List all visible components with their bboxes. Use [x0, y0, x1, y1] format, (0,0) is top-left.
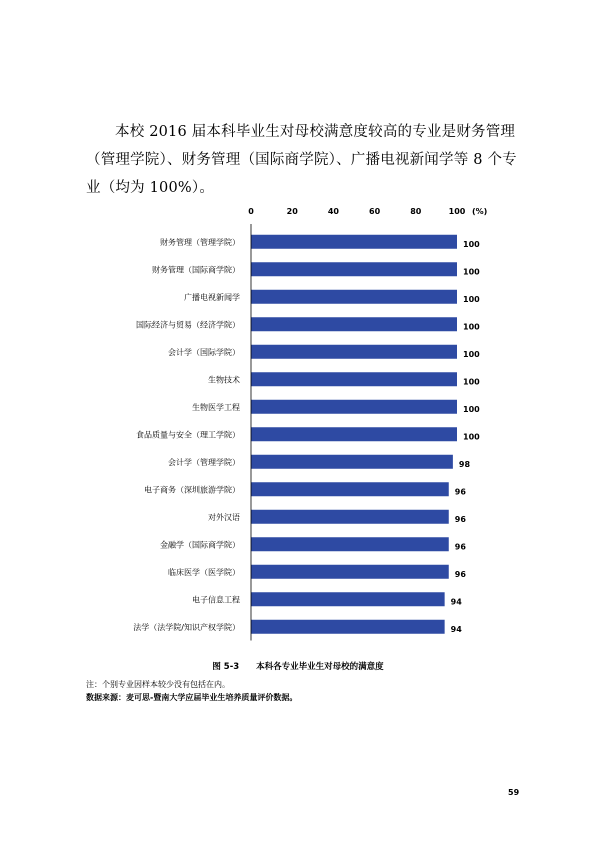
- category-label: 食品质量与安全（理工学院）: [136, 430, 240, 440]
- value-label: 96: [454, 569, 466, 579]
- bar: [251, 510, 449, 524]
- category-label: 会计学（国际学院）: [168, 347, 240, 357]
- category-label: 电子信息工程: [192, 595, 240, 605]
- chart-note: 注：个别专业因样本较少没有包括在内。: [86, 680, 230, 689]
- bar: [251, 317, 457, 331]
- value-label: 98: [458, 459, 471, 469]
- x-tick-label: 60: [369, 207, 381, 216]
- value-label: 100: [463, 239, 480, 249]
- category-label: 生物医学工程: [192, 402, 240, 412]
- bars: [251, 235, 457, 634]
- satisfaction-bar-chart: [0, 200, 596, 650]
- bar: [251, 455, 453, 469]
- data-source: 数据来源：麦可思-暨南大学应届毕业生培养质量评价数据。: [86, 693, 298, 702]
- bar: [251, 427, 457, 441]
- figure-caption: 图 5-3 本科各专业毕业生对母校的满意度: [212, 662, 384, 672]
- value-label: 100: [463, 349, 480, 359]
- bar: [251, 537, 449, 551]
- value-label: 96: [454, 514, 466, 524]
- category-label: 财务管理（国际商学院）: [152, 265, 240, 275]
- bar: [251, 290, 457, 304]
- x-axis-unit-label: (%): [472, 207, 488, 216]
- bar: [251, 345, 457, 359]
- category-label: 生物技术: [208, 375, 240, 385]
- x-tick-label: 20: [286, 207, 298, 216]
- category-label: 临床医学（医学院）: [168, 567, 240, 577]
- bar: [251, 235, 457, 249]
- category-label: 金融学（国际商学院）: [160, 540, 240, 550]
- category-label: 广播电视新闻学: [184, 292, 240, 302]
- x-axis-ticks: [248, 207, 466, 216]
- value-label: 100: [463, 322, 480, 332]
- category-labels: [133, 237, 240, 632]
- bar: [251, 592, 445, 606]
- value-label: 100: [463, 432, 480, 442]
- bar: [251, 620, 445, 634]
- page-number: 59: [508, 788, 520, 797]
- value-label: 100: [463, 267, 480, 277]
- value-label: 100: [463, 377, 480, 387]
- value-label: 96: [454, 542, 466, 552]
- intro-paragraph: 本校 2016 届本科毕业生对母校满意度较高的专业是财务管理（管理学院）、财务管理（国际商学院）、广播电视新闻学等 8 个专业（均为 100%）。: [86, 124, 517, 196]
- bar: [251, 400, 457, 414]
- x-tick-label: 0: [248, 207, 254, 216]
- category-label: 会计学（管理学院）: [168, 457, 240, 467]
- category-label: 法学（法学院/知识产权学院）: [133, 622, 240, 632]
- category-label: 财务管理（管理学院）: [160, 237, 240, 247]
- value-label: 100: [463, 294, 480, 304]
- category-label: 对外汉语: [208, 512, 240, 522]
- bar: [251, 372, 457, 386]
- x-tick-label: 100: [448, 207, 466, 216]
- value-label: 94: [450, 624, 462, 634]
- bar: [251, 565, 449, 579]
- value-label: 100: [463, 404, 480, 414]
- x-tick-label: 80: [410, 207, 422, 216]
- category-label: 电子商务（深圳旅游学院）: [144, 485, 240, 495]
- x-tick-label: 40: [327, 207, 339, 216]
- value-label: 96: [454, 487, 466, 497]
- category-label: 国际经济与贸易（经济学院）: [136, 320, 240, 330]
- bar: [251, 482, 449, 496]
- value-label: 94: [450, 597, 462, 607]
- bar: [251, 262, 457, 276]
